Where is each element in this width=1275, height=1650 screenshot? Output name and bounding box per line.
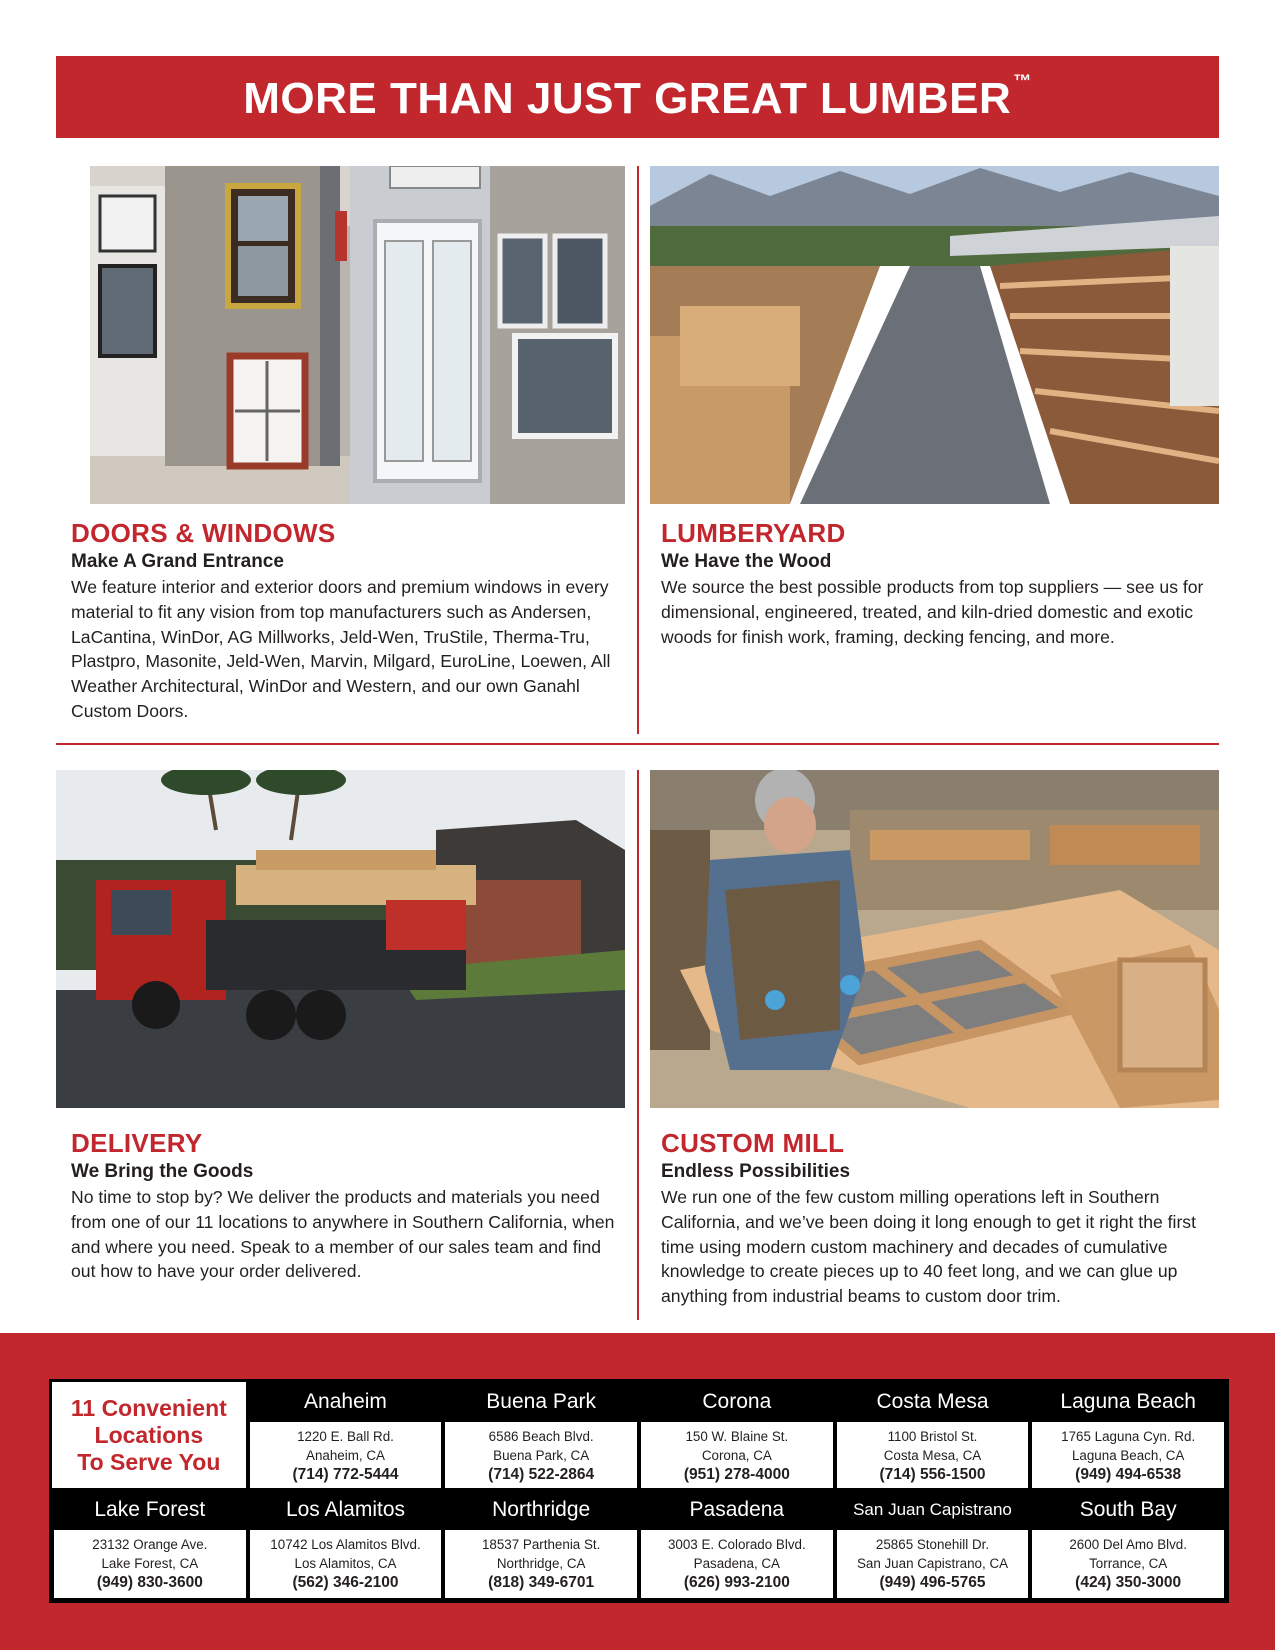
location-street: 1220 E. Ball Rd. (297, 1429, 394, 1444)
location-san-juan-capistrano (835, 1490, 1031, 1600)
location-phone: (562) 346-2100 (292, 1574, 399, 1591)
location-street: 6586 Beach Blvd. (488, 1429, 594, 1444)
location-street: 18537 Parthenia St. (481, 1537, 601, 1552)
location-info (445, 1422, 637, 1488)
location-info (837, 1530, 1029, 1598)
location-northridge (443, 1490, 639, 1600)
location-phone: (626) 993-2100 (683, 1574, 790, 1591)
location-citystate: Anaheim, CA (306, 1448, 385, 1463)
location-anaheim (248, 1382, 444, 1490)
section-subheading: We Have the Wood (661, 551, 832, 572)
location-citystate: Corona, CA (701, 1448, 772, 1463)
banner-title: MORE THAN JUST GREAT LUMBER ™ (243, 70, 1032, 123)
location-info (54, 1530, 246, 1598)
location-info (1032, 1422, 1224, 1488)
location-city: Corona (702, 1390, 772, 1413)
location-info (250, 1530, 442, 1598)
location-city: San Juan Capistrano (853, 1500, 1012, 1519)
intro-line-3: To Serve You (77, 1448, 221, 1475)
section-body: We feature interior and exterior doors and premium windows in every material to fit any vision from top manufacturers such as Andersen, LaCantina, WinDor, AG Millworks, Jeld-Wen, TruStile, Therma-Tru, Plastpro, Masonite, Jeld-Wen, Marvin, Milgard, EuroLine, Loewen, All Weather Architectural, WinDor and Western, and our own Ganahl Custom Doors. (71, 577, 611, 721)
location-citystate: Laguna Beach, CA (1071, 1448, 1185, 1463)
location-city: Northridge (492, 1498, 591, 1521)
location-phone: (714) 522-2864 (488, 1466, 595, 1483)
location-street: 25865 Stonehill Dr. (875, 1537, 990, 1552)
section-body: We source the best possible products from top suppliers — see us for dimensional, engineered, treated, and kiln-dried domestic and exotic woods for finish work, framing, decking fencing, and more. (661, 577, 1204, 647)
location-buena-park (443, 1382, 639, 1490)
location-laguna-beach (1030, 1382, 1226, 1490)
location-info (837, 1422, 1029, 1488)
location-city: Anaheim (304, 1390, 387, 1413)
location-street: 1100 Bristol St. (887, 1429, 978, 1444)
location-phone: (949) 830-3600 (96, 1574, 203, 1591)
section-body: We run one of the few custom milling operations left in Southern California, and we’ve been doing it long enough to get it right the first time using modern custom machinery and decades of cumulative knowledge to create pieces up to 40 feet long, and we can glue up anything from industrial beams to custom door trim. (661, 1187, 1196, 1307)
location-phone: (714) 772-5444 (292, 1466, 399, 1483)
section-heading: DELIVERY (71, 1128, 203, 1158)
location-street: 10742 Los Alamitos Blvd. (270, 1537, 421, 1552)
delivery-photo (56, 770, 625, 1108)
location-street: 23132 Orange Ave. (92, 1537, 208, 1552)
location-citystate: Northridge, CA (496, 1556, 586, 1571)
location-info (445, 1530, 637, 1598)
trademark-symbol: ™ (1013, 70, 1032, 91)
location-citystate: Costa Mesa, CA (883, 1448, 982, 1463)
section-custom-mill (661, 1128, 1217, 1309)
section-lumberyard (661, 518, 1217, 649)
section-doors-windows (71, 518, 621, 724)
location-street: 1765 Laguna Cyn. Rd. (1061, 1429, 1196, 1444)
section-heading: CUSTOM MILL (661, 1128, 845, 1158)
location-city: Buena Park (486, 1390, 597, 1413)
vertical-divider-bottom (637, 770, 639, 1320)
intro-line-2: Locations (94, 1421, 204, 1448)
location-city: Costa Mesa (876, 1390, 989, 1413)
location-south-bay (1030, 1490, 1226, 1600)
doors-windows-photo (90, 166, 625, 504)
location-lake-forest (52, 1490, 248, 1600)
location-street: 2600 Del Amo Blvd. (1069, 1537, 1187, 1552)
location-info (250, 1422, 442, 1488)
horizontal-divider (56, 743, 1219, 745)
location-citystate: Pasadena, CA (693, 1556, 780, 1571)
location-phone: (949) 494-6538 (1075, 1466, 1182, 1483)
location-pasadena (639, 1490, 835, 1600)
location-phone: (424) 350-3000 (1075, 1574, 1182, 1591)
lumberyard-photo (650, 166, 1219, 504)
location-city: South Bay (1079, 1498, 1177, 1521)
location-phone: (949) 496-5765 (879, 1574, 986, 1591)
location-los-alamitos (248, 1490, 444, 1600)
location-street: 150 W. Blaine St. (685, 1429, 789, 1444)
location-costa-mesa (835, 1382, 1031, 1490)
location-citystate: Lake Forest, CA (101, 1556, 199, 1571)
location-phone: (818) 349-6701 (488, 1574, 595, 1591)
section-heading: LUMBERYARD (661, 518, 846, 548)
location-city: Los Alamitos (285, 1498, 406, 1521)
locations-grid (49, 1379, 1229, 1603)
location-citystate: Los Alamitos, CA (294, 1556, 397, 1571)
vertical-divider-top (637, 166, 639, 734)
location-citystate: Buena Park, CA (493, 1448, 590, 1463)
location-corona (639, 1382, 835, 1490)
section-body: No time to stop by? We deliver the products and materials you need from one of our 11 locations to anywhere in Southern California, when and where you need. Speak to a member of our sales team and find out how to have your order delivered. (71, 1187, 615, 1282)
location-city: Lake Forest (94, 1498, 206, 1521)
location-city: Pasadena (689, 1498, 785, 1521)
location-citystate: San Juan Capistrano, CA (856, 1556, 1009, 1571)
section-subheading: Make A Grand Entrance (71, 551, 284, 572)
location-phone: (714) 556-1500 (879, 1466, 986, 1483)
section-subheading: Endless Possibilities (661, 1161, 851, 1182)
location-city: Laguna Beach (1060, 1390, 1196, 1413)
section-heading: DOORS & WINDOWS (71, 518, 336, 548)
location-citystate: Torrance, CA (1089, 1556, 1168, 1571)
location-info (1032, 1530, 1224, 1598)
page-banner (56, 56, 1219, 138)
location-info (641, 1422, 833, 1488)
section-delivery (71, 1128, 621, 1284)
location-street: 3003 E. Colorado Blvd. (667, 1537, 806, 1552)
location-phone: (951) 278-4000 (683, 1466, 790, 1483)
intro-line-1: 11 Convenient (70, 1394, 227, 1421)
location-info (641, 1530, 833, 1598)
locations-intro (52, 1382, 246, 1488)
section-subheading: We Bring the Goods (71, 1161, 254, 1182)
custom-mill-photo (650, 770, 1219, 1108)
